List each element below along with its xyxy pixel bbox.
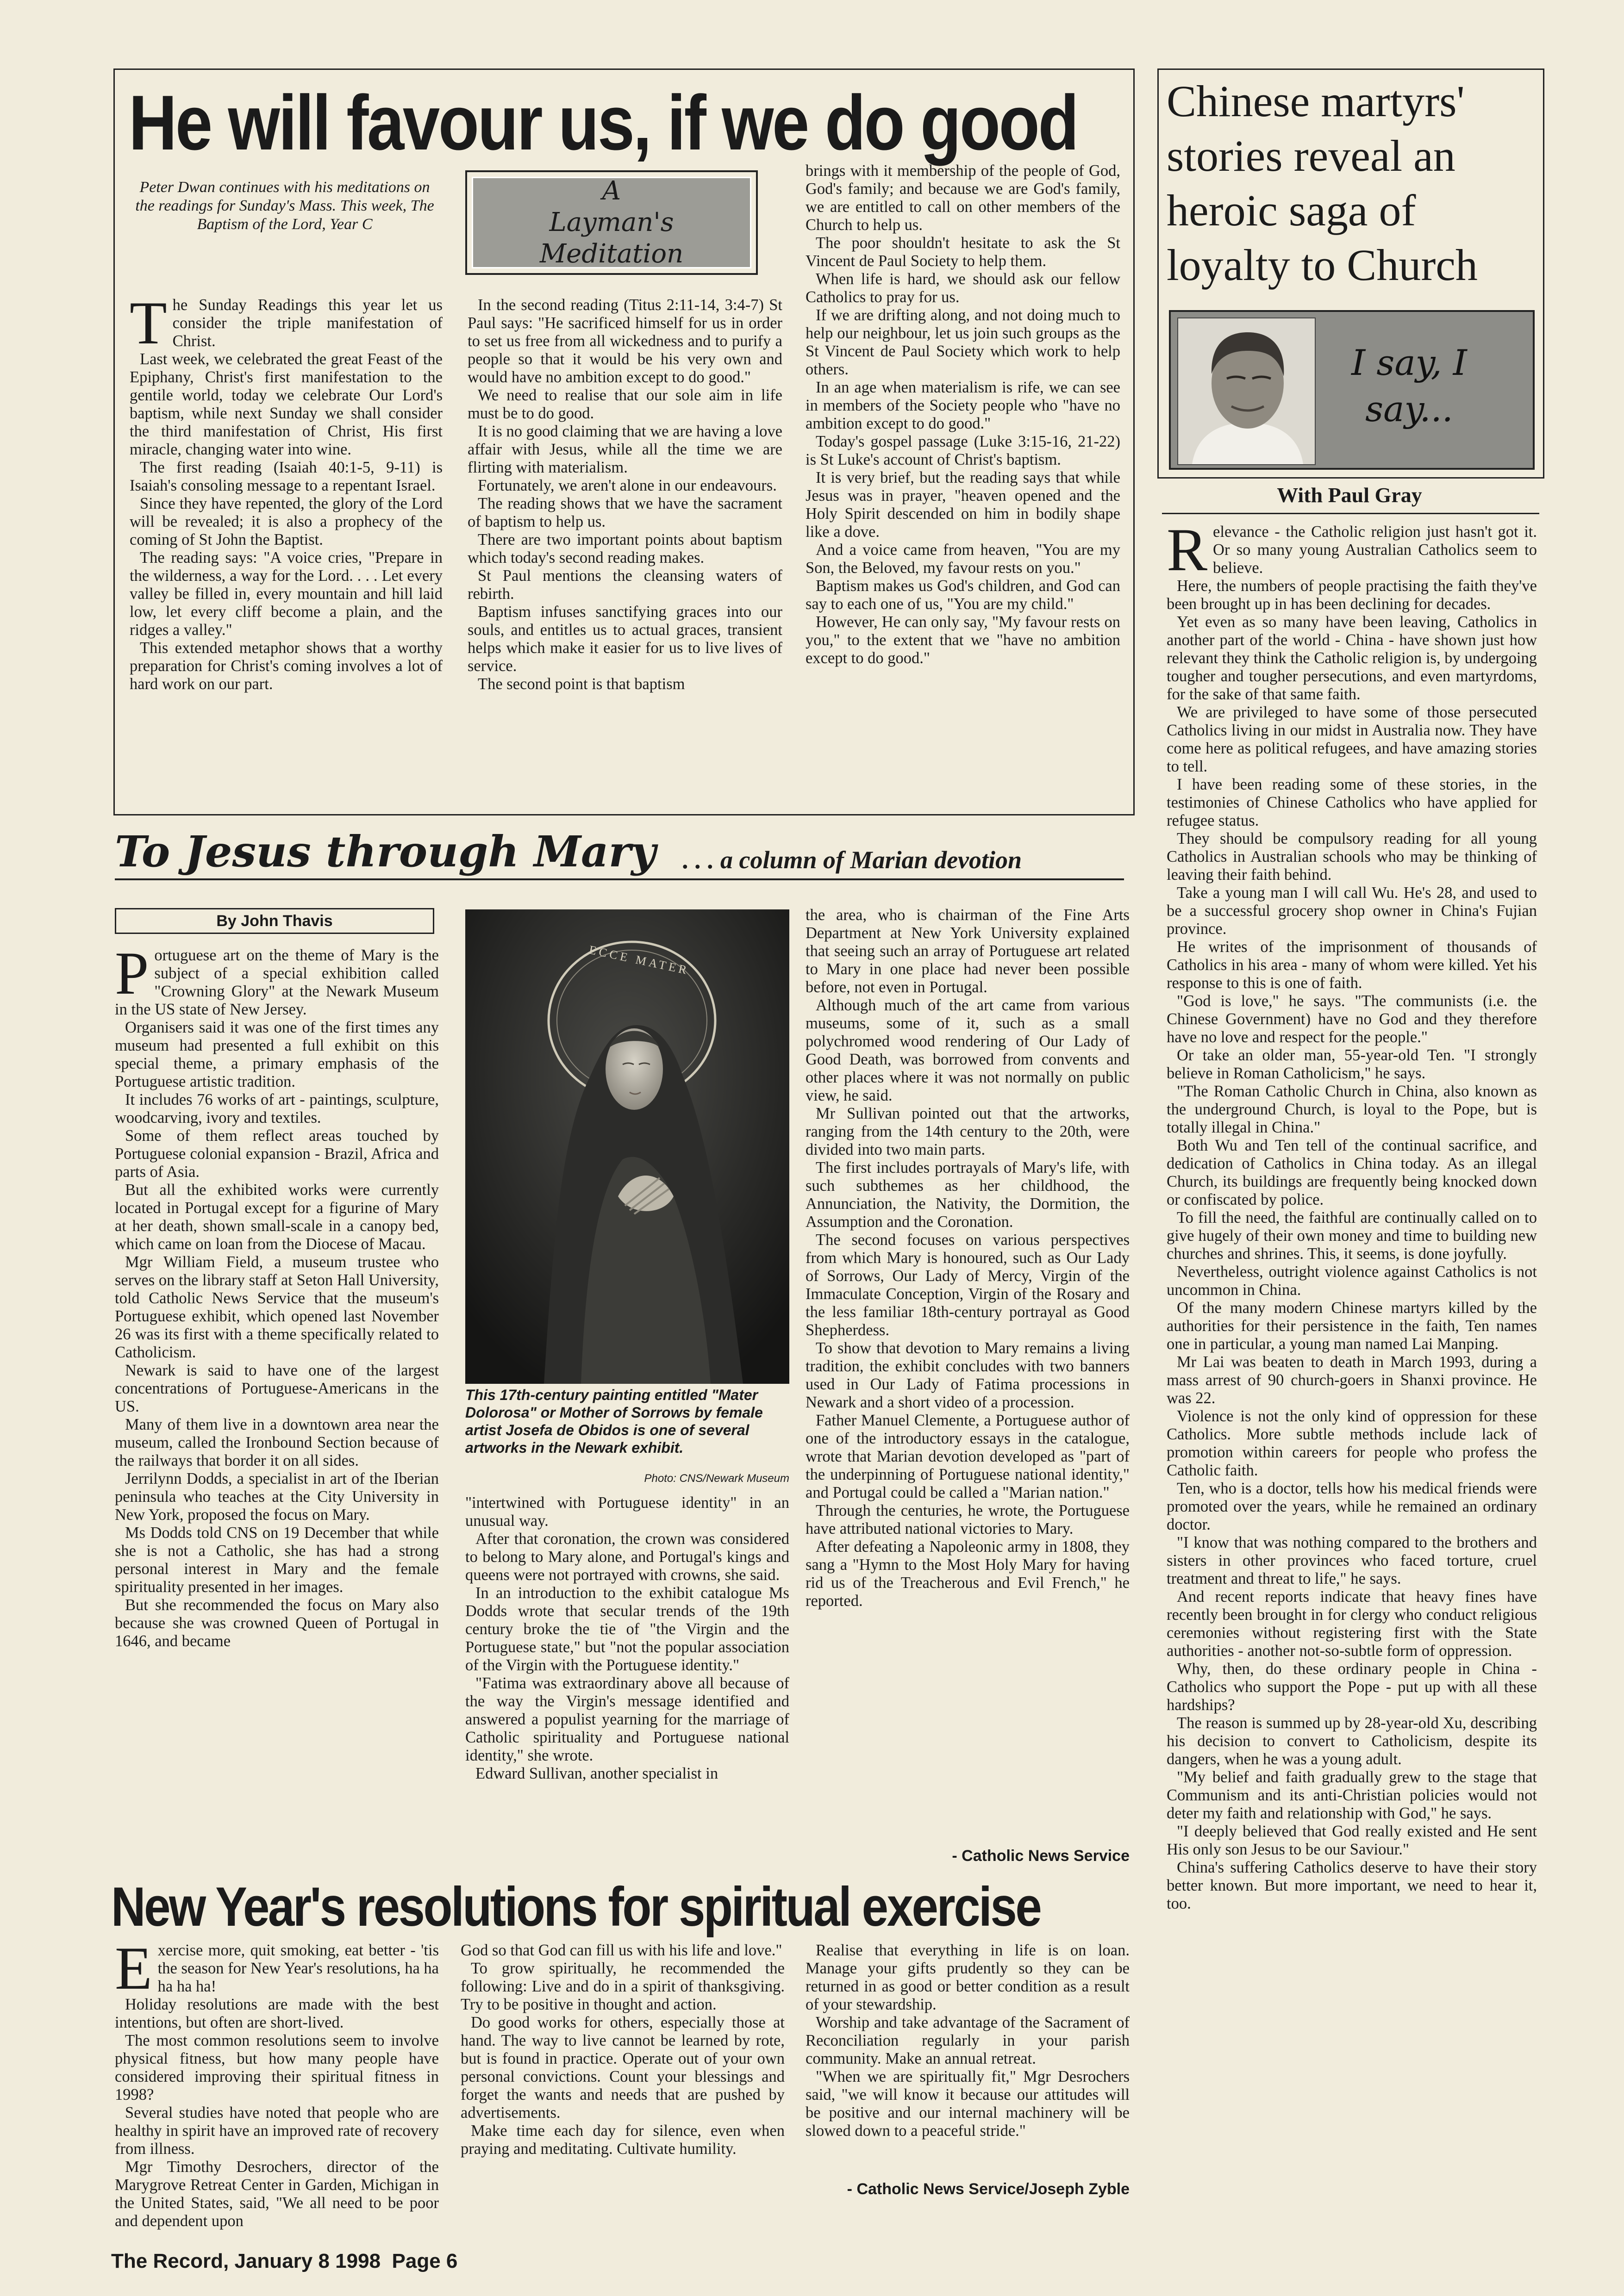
paragraph: brings with it membership of the people of God, God's family; and because we are God's family, we are entitled to call on other members of the Church to help us. (806, 162, 1120, 234)
paragraph: There are two important points about baptism which today's second reading makes. (468, 531, 782, 566)
paragraph: He writes of the imprisonment of thousands of Catholics in his area - many of whom were killed. Yet his response to this is one of faith. (1167, 938, 1537, 992)
painting-caption: This 17th-century painting entitled "Mater Dolorosa" or Mother of Sorrows by female artist Josefa de Obidos is one of several artworks in the Newark exhibit. (465, 1387, 763, 1456)
paragraph: Both Wu and Ten tell of the continual sacrifice, and dedication of Catholics in China today. As an illegal Church, its buildings are frequently being knocked down or confiscated by police. (1167, 1137, 1537, 1208)
paragraph: And recent reports indicate that heavy fines have recently been brought in for clergy who conduct religious ceremonies without registering first with the State authorities - another not-so-subtle form of oppression. (1167, 1588, 1537, 1660)
paragraph: They should be compulsory reading for all young Catholics in Australian schools who may be thinking of leaving their faith behind. (1167, 830, 1537, 884)
paragraph: The first reading (Isaiah 40:1-5, 9-11) is Isaiah's consoling message to a repentant Israel. (130, 459, 443, 494)
paragraph: "My belief and faith gradually grew to the stage that Communism and its anti-Christian policies would not deter my faith and relationship with God," he says. (1167, 1768, 1537, 1822)
paragraph: Violence is not the only kind of oppression for these Catholics. More subtle methods include lack of promotion within careers for people who profess the Catholic faith. (1167, 1407, 1537, 1479)
paragraph: Mgr William Field, a museum trustee who serves on the library staff at Seton Hall University, told Catholic News Service that the museum's Portuguese exhibit, which opened last November 26 was its first with a theme specifically related to Catholicism. (115, 1253, 439, 1361)
paragraph: Holiday resolutions are made with the best intentions, but often are short-lived. (115, 1996, 439, 2031)
article2-column-3 (806, 906, 1130, 1610)
paragraph: "When we are spiritually fit," Mgr Desrochers said, "we will know it because our attitudes will be positive and our internal machinery will be slowed down to a peaceful stride." (806, 2068, 1130, 2140)
byline-john-thavis: By John Thavis (115, 908, 434, 934)
paragraph: Jerrilynn Dodds, a specialist in art of the Iberian peninsula who teaches at the City University in New York, proposed the focus on Mary. (115, 1470, 439, 1524)
article1-intro: Peter Dwan continues with his meditations on the readings for Sunday's Mass. This week, The Baptism of the Lord, Year C (135, 179, 434, 233)
i-say-column-title: I say, I say... (1351, 342, 1467, 429)
paragraph: Nevertheless, outright violence against Catholics is not uncommon in China. (1167, 1263, 1537, 1299)
paragraph: I have been reading some of these stories, in the testimonies of Chinese Catholics who have applied for refugee status. (1167, 776, 1537, 829)
paragraph: "The Roman Catholic Church in China, also known as the underground Church, is loyal to the Pope, but is totally illegal in China." (1167, 1083, 1537, 1136)
paragraph: The second point is that baptism (478, 675, 685, 693)
article3-lead: xercise more, quit smoking, eat better - 'tis the season for New Year's resolutions, ha ha ha ha ha! (157, 1941, 439, 1995)
headline-he-will-favour-us: He will favour us, if we do good (129, 79, 1078, 166)
paragraph: Baptism infuses sanctifying graces into our souls, and entitles us to actual graces, transient helps which make it easier for us to live lives of service. (468, 603, 782, 675)
paragraph: Ms Dodds told CNS on 19 December that while she is not a Catholic, she has had a strong personal interest in Mary and the female spirituality presented in her images. (115, 1524, 439, 1596)
paragraph: St Paul mentions the cleansing waters of rebirth. (468, 567, 782, 603)
paragraph: Do good works for others, especially those at hand. The way to live cannot be learned by rote, but is found in practice. Operate out of your own personal convictions. Count your blessings and forget the wants and needs that are pushed by advertisements. (461, 2014, 785, 2122)
paragraph: Yet even as so many have been leaving, Catholics in another part of the world - China - have shown just how relevant they think the Catholic religion is, by undergoing tougher and tougher persecutions, and even martyrdoms, for the sake of that same faith. (1167, 613, 1537, 703)
article3-column-3 (806, 1941, 1130, 2140)
headline-new-years-resolutions: New Year's resolutions for spiritual exercise (111, 1876, 1041, 1938)
paragraph: Ten, who is a doctor, tells how his medical friends were promoted over the years, while he remained an ordinary doctor. (1167, 1480, 1537, 1533)
paragraph: After defeating a Napoleonic army in 1808, they sang a "Hymn to the Most Holy Mary for having rid us of the Treacherous and Evil French," he reported. (806, 1538, 1130, 1610)
paragraph: The second focuses on various perspectives from which Mary is honoured, such as Our Lady of Sorrows, Our Lady of Mercy, Virgin of the Immaculate Conception, Virgin of the Rosary and the less familiar 18th-century portrayal as Good Shepherdess. (806, 1231, 1130, 1339)
paragraph: In an age when materialism is rife, we can see in members of the Society people who "have no ambition except to do good." (806, 379, 1120, 432)
paragraph: But she recommended the focus on Mary also because she was crowned Queen of Portugal in 1646, and became (115, 1596, 439, 1650)
i-say-column-banner (1169, 310, 1535, 470)
paragraph: To show that devotion to Mary remains a living tradition, the exhibit concludes with two banners used in Our Lady of Fatima processions in Newark and a short video of a procession. (806, 1339, 1130, 1411)
dropcap-t: T (130, 289, 167, 357)
paragraph: However, He can only say, "My favour rests on you," to the extent that we "have no ambition except to do good." (806, 613, 1120, 667)
marian-column-kicker: . . . a column of Marian devotion (683, 846, 1022, 874)
paragraph: Some of them reflect areas touched by Portuguese colonial expansion - Brazil, Africa and parts of Asia. (115, 1127, 439, 1181)
paragraph: "I know that was nothing compared to the brothers and sisters in other provinces who faced torture, cruel treatment and threat to life," he says. (1167, 1534, 1537, 1587)
paragraph: Mr Sullivan pointed out that the artworks, ranging from the 14th century to the 20th, were divided into two main parts. (806, 1105, 1130, 1158)
paragraph: China's suffering Catholics deserve to have their story better known. But more important, we need to hear it, too. (1167, 1859, 1537, 1912)
paragraph: It is very brief, but the reading says that while Jesus was in prayer, "heaven opened and the Holy Spirit descended on him in bodily shape like a dove. (806, 469, 1120, 541)
byline-paul-gray: With Paul Gray (1277, 483, 1422, 507)
paragraph: Or take an older man, 55-year-old Ten. "I strongly believe in Roman Catholicism," he says. (1167, 1046, 1537, 1082)
paragraph: It includes 76 works of art - paintings, sculpture, woodcarving, ivory and textiles. (115, 1091, 439, 1126)
paragraph: The poor shouldn't hesitate to ask the St Vincent de Paul Society to help them. (806, 234, 1120, 270)
paragraph: The first includes portrayals of Mary's life, with such subthemes as her childhood, the Annunciation, the Nativity, the Dormition, the Assumption and the Coronation. (806, 1159, 1130, 1231)
dropcap-p: P (115, 939, 149, 1007)
paragraph: Newark is said to have one of the largest concentrations of Portuguese-Americans in the US. (115, 1362, 439, 1415)
paragraph: When life is hard, we should ask our fellow Catholics to pray for us. (806, 270, 1120, 306)
paragraph: Here, the numbers of people practising the faith they've been brought up in has been declining for decades. (1167, 577, 1537, 613)
paragraph: In the second reading (Titus 2:11-14, 3:4-7) St Paul says: "He sacrificed himself for us in order to set us free from all wickedness and to purify a people so that it would be his very own and would have no ambition except to do good." (468, 296, 782, 386)
paragraph: Many of them live in a downtown area near the museum, called the Ironbound Section because of the railways that border it on all sides. (115, 1416, 439, 1469)
paragraph: The reason is summed up by 28-year-old Xu, describing his decision to convert to Catholicism, despite its dangers, when he was a young adult. (1167, 1714, 1537, 1768)
dropcap-r: R (1167, 516, 1208, 584)
headline-to-jesus-through-mary: To Jesus through Mary (115, 827, 656, 877)
paragraph: Last week, we celebrated the great Feast of the Epiphany, Christ's first manifestation to the gentile world, today we celebrate Our Lord's baptism, while next Sunday we shall consider the third manifestation of Christ, His first miracle, changing water into wine. (130, 350, 443, 458)
paragraph: "Fatima was extraordinary above all because of the way the Virgin's message identified and answered a populist yearning for the marriage of Catholic spirituality and Portuguese national identity," she wrote. (465, 1674, 789, 1764)
paragraph: This extended metaphor shows that a worthy preparation for Christ's coming involves a lot of hard work on our part. (130, 639, 443, 693)
article3-column-1 (115, 1934, 439, 2230)
paragraph: We need to realise that our sole aim in life must be to do good. (468, 386, 782, 422)
paragraph: Through the centuries, he wrote, the Portuguese have attributed national victories to Mary. (806, 1502, 1130, 1537)
paragraph: Worship and take advantage of the Sacrament of Reconciliation regularly in your parish community. Make an annual retreat. (806, 2014, 1130, 2067)
paragraph: Of the many modern Chinese martyrs killed by the authorities for their persistence in the faith, Ten names one in particular, a young man named Lai Manping. (1167, 1299, 1537, 1353)
paragraph: Realise that everything in life is on loan. Manage your gifts prudently so they can be returned in as good or better condition as a result of your stewardship. (806, 1941, 1130, 2013)
article4-lead: elevance - the Catholic religion just hasn't got it. Or so many young Australian Catholics seem to believe. (1213, 523, 1537, 577)
paragraph: Mr Lai was beaten to death in March 1993, during a mass arrest of 90 church-goers in Shanxi province. He was 22. (1167, 1353, 1537, 1407)
paragraph: God so that God can fill us with his life and love." (461, 1941, 782, 1959)
article2-source: - Catholic News Service (952, 1847, 1130, 1865)
layman-meditation-title: A Layman's Meditation (539, 176, 684, 269)
paragraph: Mgr Timothy Desrochers, director of the Marygrove Retreat Center in Garden, Michigan in the United States, said, "We all need to be poor and dependent upon (115, 2158, 439, 2230)
paragraph: Today's gospel passage (Luke 3:15-16, 21-22) is St Luke's account of Christ's baptism. (806, 433, 1120, 468)
paragraph: We are privileged to have some of those persecuted Catholics living in our midst in Australia now. They have come here as political refugees, and have amazing stories to tell. (1167, 703, 1537, 775)
madonna-illustration (465, 909, 789, 1384)
paragraph: "God is love," he says. "The communists (i.e. the Chinese Government) have no God and they therefore have no love and respect for the people." (1167, 992, 1537, 1046)
paragraph: In an introduction to the exhibit catalogue Ms Dodds wrote that secular trends of the 19th century broke the tie of "the Virgin and the Portuguese state," but "not the popular association of the Virgin with the Portuguese identity." (465, 1584, 789, 1674)
article1-column-2 (468, 296, 782, 693)
portrait-illustration (1178, 318, 1315, 464)
article1-column-1 (130, 289, 443, 693)
paragraph: To fill the need, the faithful are continually called on to give hugely of their own money and time to building new churches and shrines. This, it seems, is done joyfully. (1167, 1209, 1537, 1263)
paragraph: And a voice came from heaven, "You are my Son, the Beloved, my favour rests on you." (806, 541, 1120, 577)
paragraph: Although much of the art came from various museums, some of it, such as a small polychromed wood rendering of Our Lady of Good Death, was borrowed from convents and other places where it was not normally on public view, he said. (806, 996, 1130, 1104)
layman-meditation-badge (465, 170, 758, 275)
halo-inscription: ECCE MATER (587, 943, 691, 977)
photo-credit: Photo: CNS/Newark Museum (644, 1472, 789, 1485)
paragraph: Several studies have noted that people who are healthy in spirit have an improved rate of recovery from illness. (115, 2104, 439, 2158)
paragraph: Baptism makes us God's children, and God can say to each one of us, "You are my child." (806, 577, 1120, 613)
paragraph: Since they have repented, the glory of the Lord will be revealed; it is also a prophecy of the coming of St John the Baptist. (130, 495, 443, 548)
paul-gray-portrait (1177, 317, 1316, 465)
paragraph: If we are drifting along, and not doing much to help our neighbour, let us join such groups as the St Vincent de Paul Society which work to help others. (806, 306, 1120, 378)
paragraph: Edward Sullivan, another specialist in (475, 1765, 718, 1782)
paragraph: the area, who is chairman of the Fine Arts Department at New York University explained that seeing such an array of Portuguese art related to Mary in one place had never been possible before, not even in Portugal. (806, 906, 1130, 996)
paragraph: The reading says: "A voice cries, "Prepare in the wilderness, a way for the Lord. . . . Let every valley be filled in, every mountain and hill laid low, let every cliff become a plain, and the ridges a valley." (130, 549, 443, 639)
paragraph: "intertwined with Portuguese identity" in an unusual way. (465, 1494, 789, 1530)
article2-column-1 (115, 939, 439, 1650)
article1-lead: he Sunday Readings this year let us consider the triple manifestation of Christ. (172, 296, 443, 350)
byline-rule (1162, 513, 1539, 514)
paragraph: "I deeply believed that God really existed and He sent His only son Jesus to be our Saviour." (1167, 1823, 1537, 1858)
paragraph: Why, then, do these ordinary people in China - Catholics who support the Pope - put up with all these hardships? (1167, 1660, 1537, 1714)
paragraph: Take a young man I will call Wu. He's 28, and used to be a successful grocery shop owner in China's Fujian province. (1167, 884, 1537, 938)
article2-column-2 (465, 1494, 789, 1783)
paragraph: Make time each day for silence, even when praying and meditating. Cultivate humility. (461, 2122, 785, 2158)
paragraph: Fortunately, we aren't alone in our endeavours. (478, 477, 777, 494)
dropcap-e: E (115, 1934, 152, 2002)
article3-source: - Catholic News Service/Joseph Zyble (847, 2180, 1130, 2198)
paragraph: Father Manuel Clemente, a Portuguese author of one of the introductory essays in the catalogue, wrote that Marian devotion developed as "part of the underpinning of Portuguese national identity," and Portugal could be called a "Marian nation." (806, 1412, 1130, 1501)
headline-chinese-martyrs: Chinese martyrs' stories reveal an heroic saga of loyalty to Church (1167, 76, 1478, 290)
paragraph: To grow spiritually, he recommended the following: Live and do in a spirit of thanksgiving. Try to be positive in thought and action. (461, 1960, 785, 2013)
section-rule (115, 878, 1124, 880)
article3-column-2 (461, 1941, 785, 2158)
paragraph: Organisers said it was one of the first times any museum had presented a full exhibit on this special theme, a primary emphasis of the Portuguese artistic tradition. (115, 1019, 439, 1090)
paragraph: It is no good claiming that we are having a love affair with Jesus, while all the time we are flirting with materialism. (468, 423, 782, 476)
article4-column (1167, 516, 1537, 1913)
mater-dolorosa-painting (465, 909, 789, 1384)
paragraph: The reading shows that we have the sacrament of baptism to help us. (468, 495, 782, 530)
paragraph: But all the exhibited works were currently located in Portugal except for a figurine of Mary at her death, shown small-scale in a canopy bed, which came on loan from the Diocese of Macau. (115, 1181, 439, 1253)
page-folio: The Record, January 8 1998 Page 6 (111, 2250, 458, 2272)
paragraph: After that coronation, the crown was considered to belong to Mary alone, and Portugal's kings and queens were not portrayed with crowns, she said. (465, 1530, 789, 1584)
article2-lead: ortuguese art on the theme of Mary is the subject of a special exhibition called "Crowning Glory" at the Newark Museum in the US state of New Jersey. (115, 946, 439, 1018)
article1-column-3 (806, 162, 1120, 667)
paragraph: The most common resolutions seem to involve physical fitness, but how many people have considered improving their spiritual fitness in 1998? (115, 2032, 439, 2103)
